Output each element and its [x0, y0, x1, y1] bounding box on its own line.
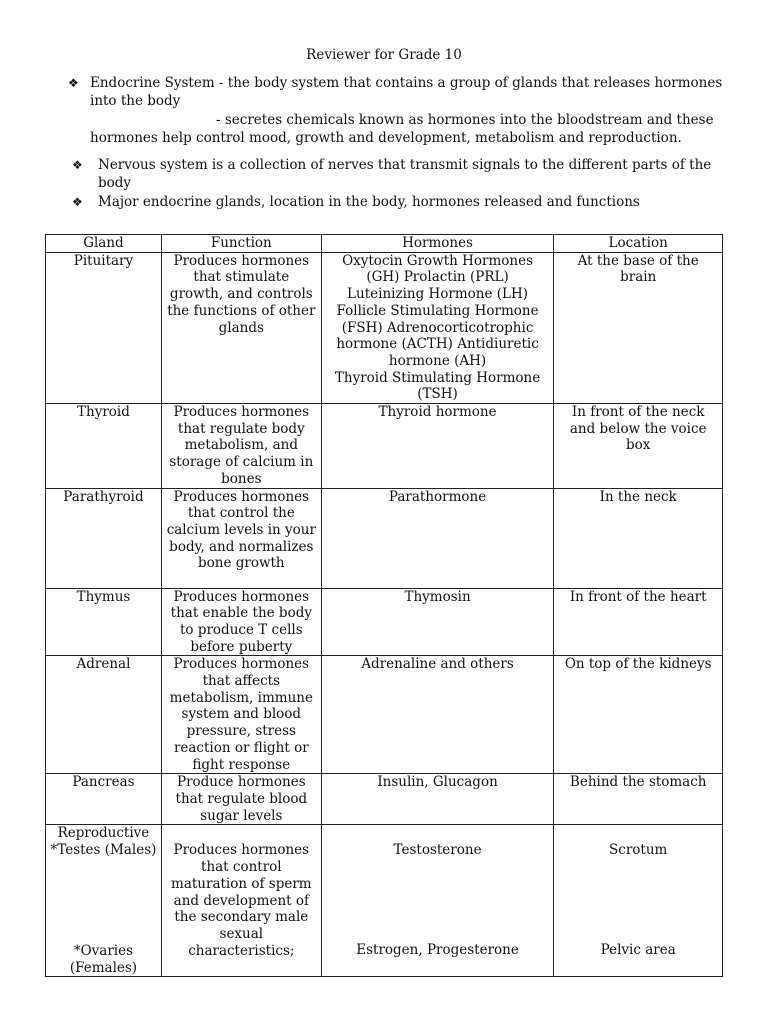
bullet-major-glands: [72, 194, 732, 212]
gland-ovaries: *Ovaries (Females): [69, 942, 138, 976]
table-row: [46, 404, 723, 489]
hormones-cell: Adrenaline and others: [321, 656, 554, 774]
hormones-cell: [321, 825, 554, 977]
diamond-bullet-icon: ❖: [68, 76, 79, 90]
bullet-endocrine-text-1: Endocrine System - the body system that contains a group of glands that releases hormones: [90, 75, 723, 91]
table-header-row: [46, 235, 723, 253]
location-cell: Behind the stomach: [554, 774, 723, 825]
hormones-cell: Thymosin: [321, 588, 554, 656]
location-ovaries: Pelvic area: [600, 942, 676, 959]
table-row-reproductive: [46, 825, 723, 977]
bullet-endocrine: [68, 75, 728, 93]
diamond-bullet-icon: ❖: [72, 195, 83, 209]
endocrine-glands-table: [45, 234, 723, 977]
column-header-hormones: Hormones: [321, 235, 554, 253]
bullet-nervous-text-2: body: [98, 174, 132, 191]
gland-cell: [46, 825, 162, 977]
function-text: Produces hormones that control maturation of sperm and development of the secondary male sexual characteristics;: [171, 842, 312, 959]
hormones-text-extra: Thyroid Stimulating Hormone (TSH): [334, 369, 541, 403]
hormone-testes: Testosterone: [393, 842, 482, 859]
gland-cell: Pituitary: [46, 252, 162, 403]
table-row: [46, 252, 723, 403]
function-cell: Produce hormones that regulate blood sugar levels: [161, 774, 321, 825]
location-cell: In front of the neck and below the voice box: [554, 404, 723, 489]
column-header-location: Location: [554, 235, 723, 253]
hormones-cell: Thyroid hormone: [321, 404, 554, 489]
bullet-list: [68, 75, 728, 212]
hormones-cell: Parathormone: [321, 488, 554, 588]
table-row: [46, 656, 723, 774]
location-cell: [554, 825, 723, 977]
page-title: Reviewer for Grade 10: [306, 47, 462, 63]
hormones-cell: [321, 252, 554, 403]
function-cell: Produces hormones that affects metabolism, immune system and blood pressure, stress reaction or flight or fight response: [161, 656, 321, 774]
bullet-endocrine-continuation: - secretes chemicals known as hormones into the bloodstream and these: [216, 112, 714, 128]
gland-cell: Thymus: [46, 588, 162, 656]
table-row: [46, 588, 723, 656]
table-row: [46, 488, 723, 588]
hormones-text: Oxytocin Growth Hormones (GH) Prolactin (PRL) Luteinizing Hormone (LH) Follicle Stimulating Hormone (FSH) Adrenocorticotrophic hormone (ACTH) Antidiuretic hormone (AH): [336, 252, 539, 369]
location-cell: At the base of the brain: [554, 252, 723, 403]
gland-cell: Thyroid: [46, 404, 162, 489]
gland-cell: Pancreas: [46, 774, 162, 825]
function-cell: [161, 825, 321, 977]
function-cell: Produces hormones that enable the body to produce T cells before puberty: [161, 588, 321, 656]
column-header-function: Function: [161, 235, 321, 253]
location-cell: On top of the kidneys: [554, 656, 723, 774]
location-cell: In the neck: [554, 488, 723, 588]
gland-testes: *Testes (Males): [50, 842, 157, 859]
function-cell: Produces hormones that stimulate growth, and controls the functions of other glands: [161, 252, 321, 403]
table-row: [46, 774, 723, 825]
function-cell: Produces hormones that control the calcium levels in your body, and normalizes bone growth: [161, 488, 321, 588]
location-testes: Scrotum: [609, 842, 668, 859]
gland-reproductive-title: Reproductive: [57, 825, 150, 842]
bullet-endocrine-line2: into the body: [90, 92, 181, 109]
gland-cell: Parathyroid: [46, 488, 162, 588]
bullet-nervous-text: Nervous system is a collection of nerves that transmit signals to the different parts of the: [98, 157, 712, 173]
hormones-cell: Insulin, Glucagon: [321, 774, 554, 825]
location-cell: In front of the heart: [554, 588, 723, 656]
hormone-ovaries: Estrogen, Progesterone: [356, 942, 519, 959]
gland-cell: Adrenal: [46, 656, 162, 774]
bullet-endocrine-continuation-2: hormones help control mood, growth and development, metabolism and reproduction.: [90, 129, 682, 146]
function-cell: Produces hormones that regulate body metabolism, and storage of calcium in bones: [161, 404, 321, 489]
column-header-gland: Gland: [46, 235, 162, 253]
diamond-bullet-icon: ❖: [72, 158, 83, 172]
bullet-major-text: Major endocrine glands, location in the body, hormones released and functions: [98, 194, 640, 210]
bullet-nervous: [72, 157, 732, 192]
